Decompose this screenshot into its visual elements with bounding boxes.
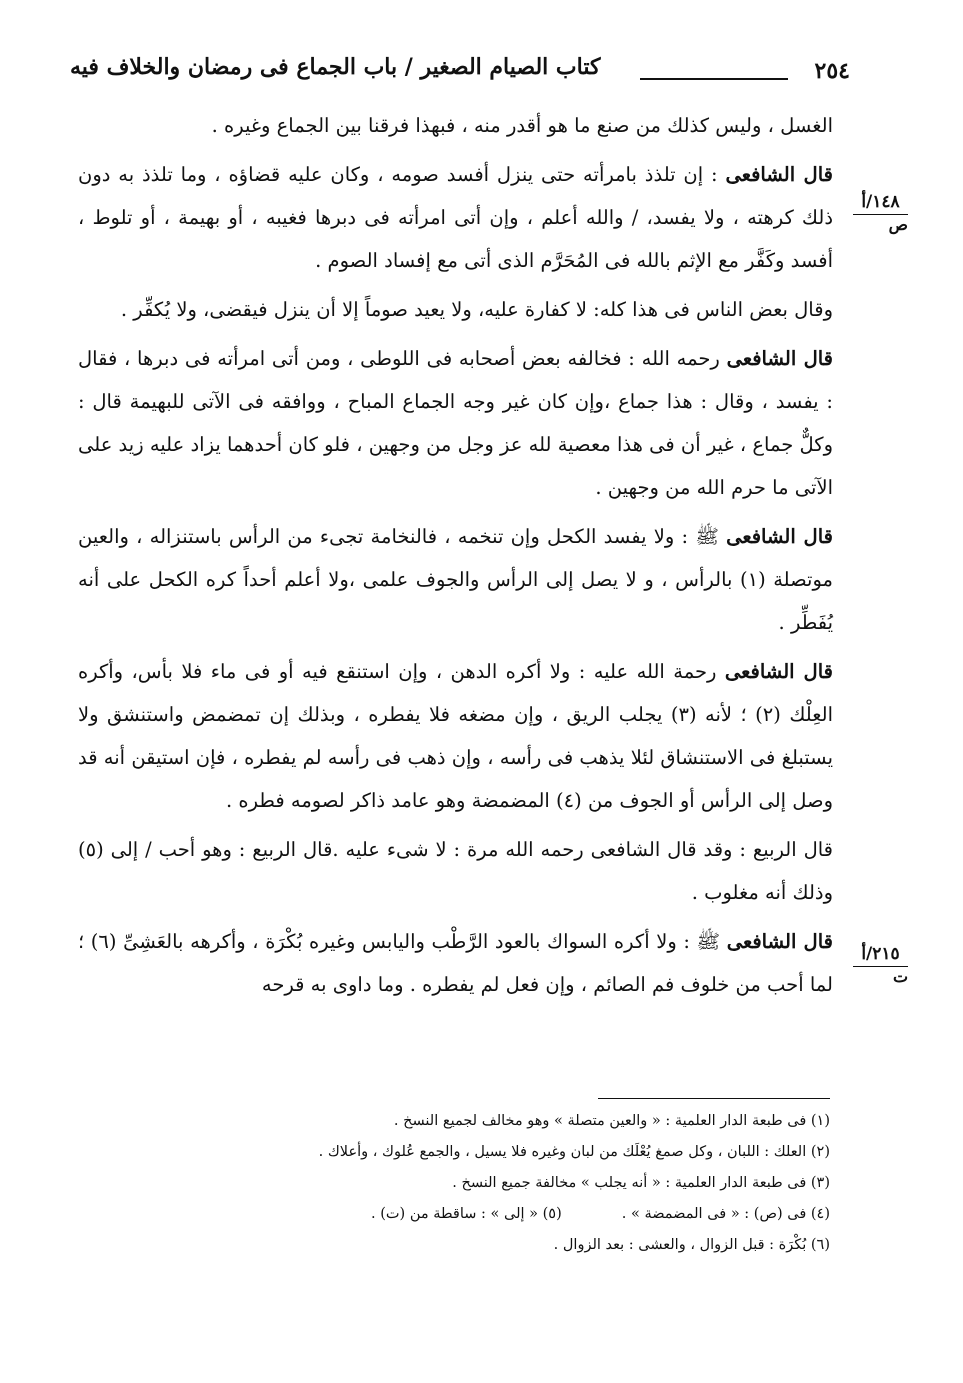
paragraph <box>78 153 833 282</box>
running-title: كتاب الصيام الصغير / باب الجماع فى رمضان والخلاف فيه <box>70 54 601 80</box>
paragraph-speaker: قال الشافعى <box>726 525 833 548</box>
paragraph <box>78 515 833 644</box>
paragraph <box>78 337 833 509</box>
paragraph <box>78 828 833 914</box>
margin-note-folio-2 <box>853 944 908 986</box>
margin-note-number: ٢١٥/أ <box>853 944 908 967</box>
paragraph-text: ﷺ : ولا يفسد الكحل وإن تنخمه ، فالنخامة تجىء من الرأس باستنزاله ، والعين موتصلة (١) بالرأس ، و لا يصل إلى الرأس والجوف علمى ،ولا أعلم أحداً كره الكحل على أنه يُفَطِّر . <box>78 525 833 634</box>
margin-note-source: ت <box>892 967 908 986</box>
paragraph-speaker: قال الشافعى <box>726 930 833 953</box>
paragraph-text: رحمه الله : فخالفه بعض أصحابه فى اللوطى ، ومن أتى امرأته فى دبرها ، فقال : يفسد ، وقال : هذا جماع ،وإن كان غير وجه الجماع المباح ، ووافقه فى الآتى للبهيمة قال : وكلٌّ جماع ، غير أن فى هذا معصية لله عز وجل من وجهين ، فلو كان أحدهما يزاد عليه زيد على الآتى ما حرم الله من وجهين . <box>78 347 833 499</box>
margin-note-number: ١٤٨/أ <box>853 192 908 215</box>
paragraph-text: قال الربيع : وقد قال الشافعى رحمه الله مرة : لا شىء عليه .قال الربيع : وهو أحب / إلى (٥) وذلك أنه مغلوب . <box>78 838 833 904</box>
footnote-text: (٣) فى طبعة الدار العلمية : « أنه يجلب » مخالفة جميع النسخ . <box>452 1175 830 1191</box>
margin-note-folio-1 <box>853 192 908 234</box>
paragraph-speaker: قال الشافعى <box>725 163 833 186</box>
footnote-text: (٦) بُكْرَة : قبل الزوال ، والعشى : بعد الزوال . <box>553 1237 830 1253</box>
page-number: ٢٥٤ <box>814 58 850 84</box>
body-text <box>78 104 833 1012</box>
footnote-text: (٤) فى (ص) : « فى المضمضة » . <box>621 1206 830 1222</box>
footnote <box>130 1199 830 1230</box>
footnote-separator <box>598 1098 830 1099</box>
paragraph-text: وقال بعض الناس فى هذا كله: لا كفارة عليه، ولا يعيد صوماً إلا أن ينزل فيقضى، ولا يُكفِّر . <box>120 298 833 321</box>
paragraph <box>78 650 833 822</box>
paragraph-text: ﷺ : ولا أكره السواك بالعود الرَّطْب واليابس وغيره بُكْرَة ، وأكرهه بالعَشِىِّ (٦) ؛ لما أحب من خلوف فم الصائم ، وإن فعل لم يفطره . وما داوى به قرحه <box>78 930 833 996</box>
footnote-text: (١) فى طبعة الدار العلمية : « والعين متصلة » وهو مخالف لجميع النسخ . <box>393 1113 830 1129</box>
paragraph-text: رحمة الله عليه : ولا أكره الدهن ، وإن استنقع فيه أو فى ماء فلا بأس، وأكره العِلْك (٢) ؛ لأنه (٣) يجلب الريق ، وإن مضغه فلا يفطره ، وبذلك إن تمضمض واستنشق ولا يستبلغ فى الاستنشاق لئلا يذهب فى رأسه ، وإن ذهب فى رأسه لم يفطره ، فإن استيقن أنه قد وصل إلى الرأس أو الجوف من (٤) المضمضة وهو عامد ذاكر لصومه فطره . <box>78 660 834 812</box>
page-header <box>70 48 850 88</box>
footnote <box>130 1168 830 1199</box>
footnote <box>130 1106 830 1137</box>
header-rule <box>640 78 788 80</box>
paragraph-speaker: قال الشافعى <box>726 347 833 370</box>
paragraph-text: الغسل ، وليس كذلك من صنع ما هو أقدر منه ، فبهذا فرقنا بين الجماع وغيره . <box>211 114 833 137</box>
footnote <box>130 1137 830 1168</box>
paragraph-speaker: قال الشافعى <box>724 660 833 683</box>
footnote-text: (٢) العلك : اللبان ، وكل صمغ يُعْلَك من لبان وغيره فلا يسيل ، والجمع عُلوك ، وأعلاك . <box>318 1144 830 1160</box>
paragraph <box>78 920 833 1006</box>
footnote <box>130 1230 830 1261</box>
margin-note-source: ص <box>888 215 908 234</box>
footnote-text-second: (٥) « إلى » : ساقطة من (ت) . <box>371 1206 562 1222</box>
footnotes <box>130 1106 830 1261</box>
paragraph <box>78 104 833 147</box>
paragraph <box>78 288 833 331</box>
paragraph-text: : إن تلذذ بامرأته حتى ينزل أفسد صومه ، وكان عليه قضاؤه ، وما تلذذ به دون ذلك كرهته ، ولا يفسد، / والله أعلم ، وإن أتى امرأته فى دبرها فغيبه ، أو بهيمة ، أو تلوط ، أفسد وكَفَّر مع الإثم بالله فى المُحَرَّم الذى أتى مع إفساد الصوم . <box>78 163 833 272</box>
